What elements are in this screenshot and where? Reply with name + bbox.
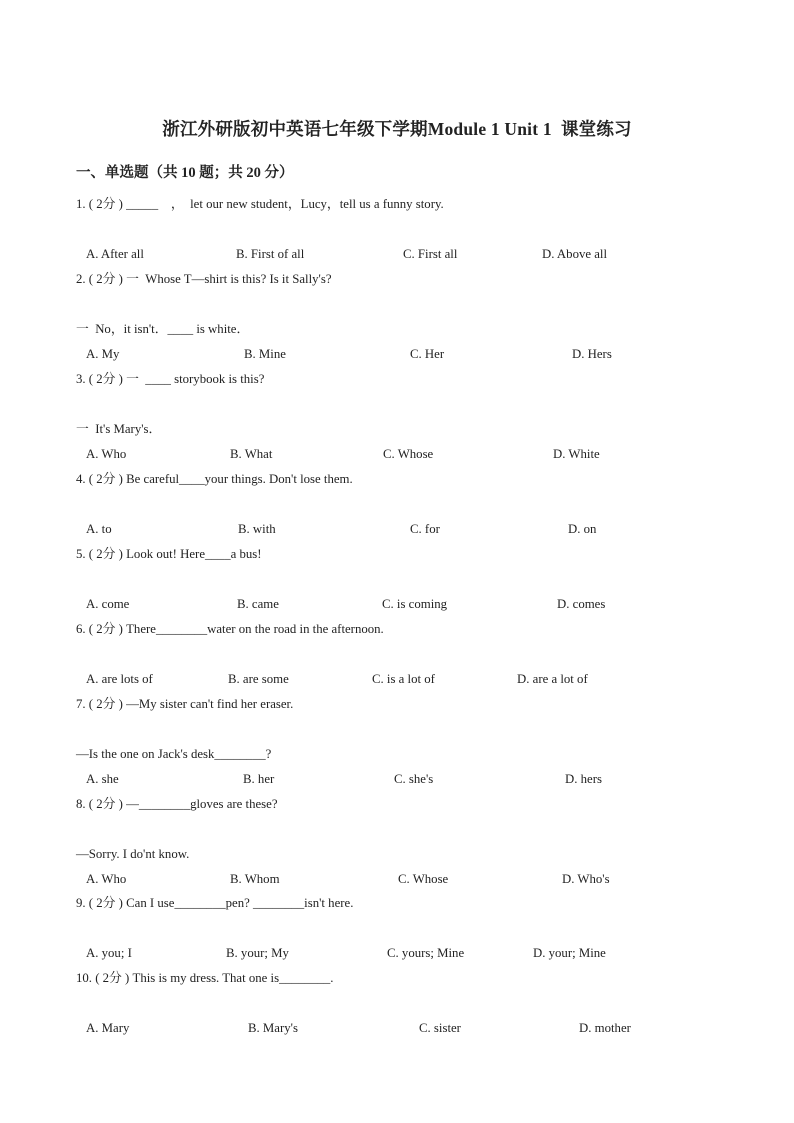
answer-option-d[interactable]: D. Who's (562, 872, 610, 886)
answer-option-c[interactable]: C. she's (394, 772, 434, 786)
answer-option-c[interactable]: C. Her (410, 347, 445, 361)
answer-option-a[interactable]: A. Who (86, 872, 127, 886)
question-stem: 5. ( 2分 ) Look out! Here____a bus! (76, 547, 262, 561)
answer-option-d[interactable]: D. on (568, 522, 597, 536)
question-stem: 8. ( 2分 ) —________gloves are these? (76, 797, 278, 811)
answer-option-c[interactable]: C. First all (403, 247, 458, 261)
answer-option-a[interactable]: A. After all (86, 247, 144, 261)
question-dialog: 一 It's Mary's． (76, 422, 162, 436)
answer-option-b[interactable]: B. her (243, 772, 275, 786)
question-stem: 7. ( 2分 ) —My sister can't find her eraser. (76, 697, 294, 711)
answer-option-a[interactable]: A. Who (86, 447, 127, 461)
question-dialog: —Sorry. I do'nt know. (76, 847, 190, 861)
answer-option-d[interactable]: D. hers (565, 772, 602, 786)
question-stem: 3. ( 2分 ) 一 ____ storybook is this? (76, 372, 265, 386)
answer-option-c[interactable]: C. sister (419, 1021, 461, 1035)
question-dialog: 一 No，it isn't．____ is white． (76, 322, 250, 336)
answer-option-d[interactable]: D. your; Mine (533, 946, 606, 960)
answer-option-d[interactable]: D. are a lot of (517, 672, 588, 686)
answer-option-d[interactable]: D. Hers (572, 347, 612, 361)
answer-option-b[interactable]: B. are some (228, 672, 289, 686)
answer-option-b[interactable]: B. with (238, 522, 276, 536)
question-stem: 6. ( 2分 ) There________water on the road in the afternoon. (76, 622, 384, 636)
answer-option-c[interactable]: C. for (410, 522, 440, 536)
answer-option-b[interactable]: B. First of all (236, 247, 305, 261)
answer-option-d[interactable]: D. Above all (542, 247, 608, 261)
answer-option-a[interactable]: A. to (86, 522, 112, 536)
answer-option-b[interactable]: B. your; My (226, 946, 289, 960)
section-heading: 一、单选题（共 10 题；共 20 分） (76, 165, 294, 181)
question-stem: 2. ( 2分 ) 一 Whose T—shirt is this? Is it Sally's? (76, 272, 332, 286)
answer-option-d[interactable]: D. comes (557, 597, 606, 611)
answer-option-a[interactable]: A. are lots of (86, 672, 153, 686)
question-stem: 4. ( 2分 ) Be careful____your things. Don't lose them. (76, 472, 353, 486)
question-stem: 9. ( 2分 ) Can I use________pen? ________isn't here. (76, 896, 354, 910)
answer-option-c[interactable]: C. Whose (398, 872, 449, 886)
answer-option-b[interactable]: B. came (237, 597, 279, 611)
answer-option-a[interactable]: A. she (86, 772, 119, 786)
question-stem: 1. ( 2分 ) _____ ， let our new student，Lucy，tell us a funny story. (76, 197, 444, 211)
answer-option-c[interactable]: C. is coming (382, 597, 448, 611)
answer-option-d[interactable]: D. White (553, 447, 600, 461)
answer-option-b[interactable]: B. Mary's (248, 1021, 298, 1035)
answer-option-b[interactable]: B. Mine (244, 347, 286, 361)
question-stem: 10. ( 2分 ) This is my dress. That one is________. (76, 971, 334, 985)
question-dialog: —Is the one on Jack's desk________? (76, 747, 272, 761)
answer-option-c[interactable]: C. is a lot of (372, 672, 435, 686)
answer-option-c[interactable]: C. yours; Mine (387, 946, 465, 960)
answer-option-a[interactable]: A. come (86, 597, 130, 611)
page-title: 浙江外研版初中英语七年级下学期Module 1 Unit 1 课堂练习 (162, 119, 632, 139)
answer-option-a[interactable]: A. you; I (86, 946, 132, 960)
answer-option-a[interactable]: A. My (86, 347, 120, 361)
answer-option-d[interactable]: D. mother (579, 1021, 631, 1035)
answer-option-b[interactable]: B. What (230, 447, 273, 461)
answer-option-b[interactable]: B. Whom (230, 872, 280, 886)
answer-option-a[interactable]: A. Mary (86, 1021, 130, 1035)
answer-option-c[interactable]: C. Whose (383, 447, 434, 461)
